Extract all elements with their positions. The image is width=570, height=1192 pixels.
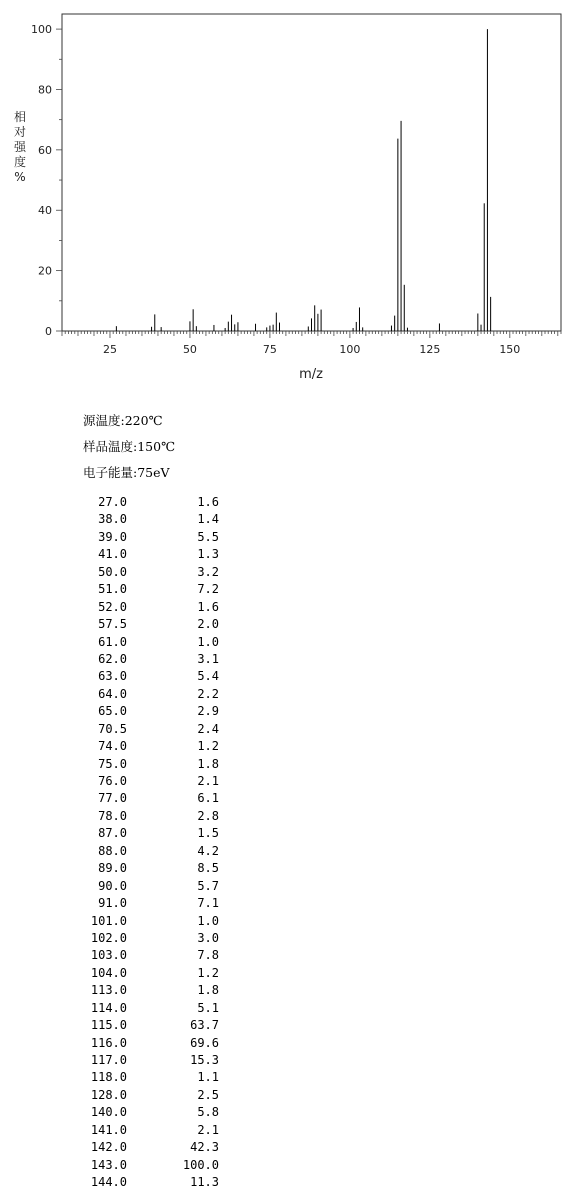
peak-intensity: 5.1	[197, 1000, 219, 1015]
peak-bars	[116, 29, 490, 331]
table-row	[60, 1000, 219, 1017]
peak-intensity: 11.3	[190, 1175, 219, 1190]
peak-intensity: 2.2	[197, 686, 219, 701]
peak-intensity: 15.3	[190, 1053, 219, 1067]
peak-mz: 76.0	[98, 774, 127, 788]
sample-temperature: 样品温度:150℃	[83, 439, 176, 454]
peak-intensity: 1.0	[197, 913, 219, 928]
peak-intensity: 2.1	[197, 774, 219, 788]
peak-mz: 74.0	[98, 739, 127, 754]
x-tick-label: 50	[182, 343, 197, 356]
acquisition-conditions	[83, 408, 175, 486]
table-row	[60, 599, 219, 616]
peak-mz: 39.0	[98, 529, 127, 544]
table-row	[60, 965, 219, 982]
peak-mz: 115.0	[90, 1018, 127, 1033]
table-row	[60, 930, 219, 947]
y-axis-title-char: 强	[13, 140, 27, 154]
peak-intensity: 7.2	[197, 582, 219, 597]
peak-mz: 113.0	[90, 983, 127, 998]
mass-spectrum-chart	[0, 0, 570, 390]
peak-intensity: 5.8	[197, 1105, 219, 1120]
y-axis-ticks	[31, 23, 62, 338]
table-row	[60, 703, 219, 720]
peak-intensity: 8.5	[197, 861, 219, 876]
y-axis-title-char: 度	[13, 155, 27, 169]
table-row	[60, 616, 219, 633]
peak-mz: 27.0	[98, 495, 127, 509]
table-row	[60, 1122, 219, 1139]
y-tick-label: 0	[45, 325, 52, 338]
y-tick-label: 80	[38, 83, 52, 97]
peak-mz: 50.0	[98, 564, 127, 579]
peak-mz: 144.0	[90, 1175, 127, 1190]
peak-intensity: 2.5	[197, 1087, 219, 1102]
y-tick-label: 100	[31, 23, 52, 37]
peak-intensity: 1.3	[197, 547, 219, 562]
peak-intensity: 100.0	[182, 1157, 219, 1172]
peak-intensity: 1.0	[197, 634, 219, 649]
table-row	[60, 843, 219, 860]
peak-mz: 38.0	[98, 512, 127, 527]
table-row	[60, 546, 219, 563]
peak-mz: 75.0	[98, 756, 127, 771]
peak-mz: 57.5	[98, 617, 127, 632]
peak-mz: 91.0	[98, 896, 127, 911]
peak-intensity: 69.6	[190, 1035, 219, 1050]
peak-mz: 90.0	[98, 878, 127, 893]
plot-border	[62, 14, 561, 331]
peak-intensity: 3.0	[197, 930, 219, 945]
peak-intensity: 2.4	[197, 721, 219, 736]
peak-intensity: 7.1	[197, 896, 219, 911]
peak-intensity: 4.2	[197, 843, 219, 858]
plot-frame	[62, 14, 561, 331]
peak-intensity: 5.7	[197, 878, 219, 893]
table-row	[60, 860, 219, 877]
x-axis-title: m/z	[299, 367, 323, 382]
peak-mz: 87.0	[98, 826, 127, 841]
table-row	[60, 1052, 219, 1069]
peak-intensity: 3.2	[197, 564, 219, 579]
peak-mz: 114.0	[90, 1000, 127, 1015]
table-row	[60, 1069, 219, 1086]
peak-mz: 52.0	[98, 599, 127, 614]
peak-intensity: 6.1	[197, 791, 219, 806]
electron-energy: 电子能量:75eV	[83, 465, 170, 480]
peak-mz: 41.0	[98, 547, 127, 562]
peak-mz: 104.0	[90, 965, 127, 980]
table-row	[60, 651, 219, 668]
table-row	[60, 1017, 219, 1034]
table-row	[60, 1035, 219, 1052]
table-row	[60, 668, 219, 685]
peak-mz: 141.0	[90, 1122, 127, 1137]
peak-intensity: 1.1	[197, 1070, 219, 1085]
peak-intensity: 1.2	[197, 739, 219, 754]
peak-mz: 103.0	[90, 948, 127, 963]
peak-intensity: 1.2	[197, 965, 219, 980]
peak-mz: 51.0	[98, 582, 127, 597]
table-row	[60, 825, 219, 842]
peak-table	[60, 494, 219, 1192]
x-tick-label: 150	[499, 343, 521, 356]
table-row	[60, 895, 219, 912]
peak-mz: 140.0	[90, 1105, 127, 1120]
peak-intensity: 42.3	[190, 1140, 219, 1155]
table-row	[60, 1157, 219, 1174]
table-row	[60, 686, 219, 703]
peak-intensity: 1.4	[197, 512, 219, 527]
peak-mz: 118.0	[90, 1070, 127, 1085]
peak-intensity: 1.8	[197, 756, 219, 771]
y-tick-label: 20	[38, 264, 52, 278]
x-tick-label: 75	[262, 343, 277, 356]
peak-intensity: 1.6	[197, 495, 219, 509]
peak-intensity: 5.5	[197, 529, 219, 544]
peak-intensity: 63.7	[190, 1018, 219, 1033]
peak-mz: 143.0	[90, 1157, 127, 1172]
peak-mz: 89.0	[98, 861, 127, 876]
table-row	[60, 634, 219, 651]
peak-intensity: 1.8	[197, 983, 219, 998]
peak-mz: 142.0	[90, 1140, 127, 1155]
peak-mz: 63.0	[98, 669, 127, 684]
table-row	[60, 494, 219, 511]
x-tick-label: 125	[419, 343, 441, 356]
peak-intensity: 5.4	[197, 669, 219, 684]
x-tick-label: 25	[102, 343, 117, 356]
peak-intensity: 2.1	[197, 1122, 219, 1137]
y-axis-title-char: 相	[13, 110, 27, 124]
table-row	[60, 1087, 219, 1104]
peak-mz: 65.0	[98, 704, 127, 719]
peak-intensity: 3.1	[197, 651, 219, 666]
table-row	[60, 738, 219, 755]
table-row	[60, 564, 219, 581]
peak-mz: 88.0	[98, 843, 127, 858]
table-row	[60, 721, 219, 738]
table-row	[60, 1174, 219, 1191]
y-axis-title-char: 对	[13, 125, 27, 139]
y-axis-title	[14, 109, 27, 184]
peak-mz: 70.5	[98, 721, 127, 736]
source-temperature: 源温度:220℃	[83, 413, 163, 428]
y-tick-label: 60	[38, 143, 52, 157]
table-row	[60, 581, 219, 598]
table-row	[60, 529, 219, 546]
peak-mz: 117.0	[90, 1053, 127, 1067]
peak-mz: 78.0	[98, 808, 127, 823]
peak-intensity: 1.6	[197, 599, 219, 614]
table-row	[60, 790, 219, 807]
table-row	[60, 947, 219, 964]
x-axis-ticks	[62, 331, 561, 356]
table-row	[60, 773, 219, 790]
table-row	[60, 511, 219, 528]
table-row	[60, 878, 219, 895]
peak-intensity: 2.8	[197, 808, 219, 823]
y-axis-title-char: %	[14, 170, 26, 184]
peak-mz: 102.0	[90, 930, 127, 945]
peak-mz: 62.0	[98, 651, 127, 666]
table-row	[60, 756, 219, 773]
peak-intensity: 7.8	[197, 948, 219, 963]
table-row	[60, 1104, 219, 1121]
peak-mz: 77.0	[98, 791, 127, 806]
peak-mz: 101.0	[90, 913, 127, 928]
peak-mz: 116.0	[90, 1035, 127, 1050]
table-row	[60, 808, 219, 825]
y-tick-label: 40	[38, 204, 52, 218]
x-tick-label: 100	[339, 343, 361, 356]
table-row	[60, 913, 219, 930]
peak-mz: 128.0	[90, 1087, 127, 1102]
peak-intensity: 2.9	[197, 704, 219, 719]
peak-intensity: 1.5	[197, 826, 219, 841]
table-row	[60, 1139, 219, 1156]
peak-mz: 61.0	[98, 634, 127, 649]
peak-mz: 64.0	[98, 686, 127, 701]
peak-intensity: 2.0	[197, 617, 219, 632]
table-row	[60, 982, 219, 999]
